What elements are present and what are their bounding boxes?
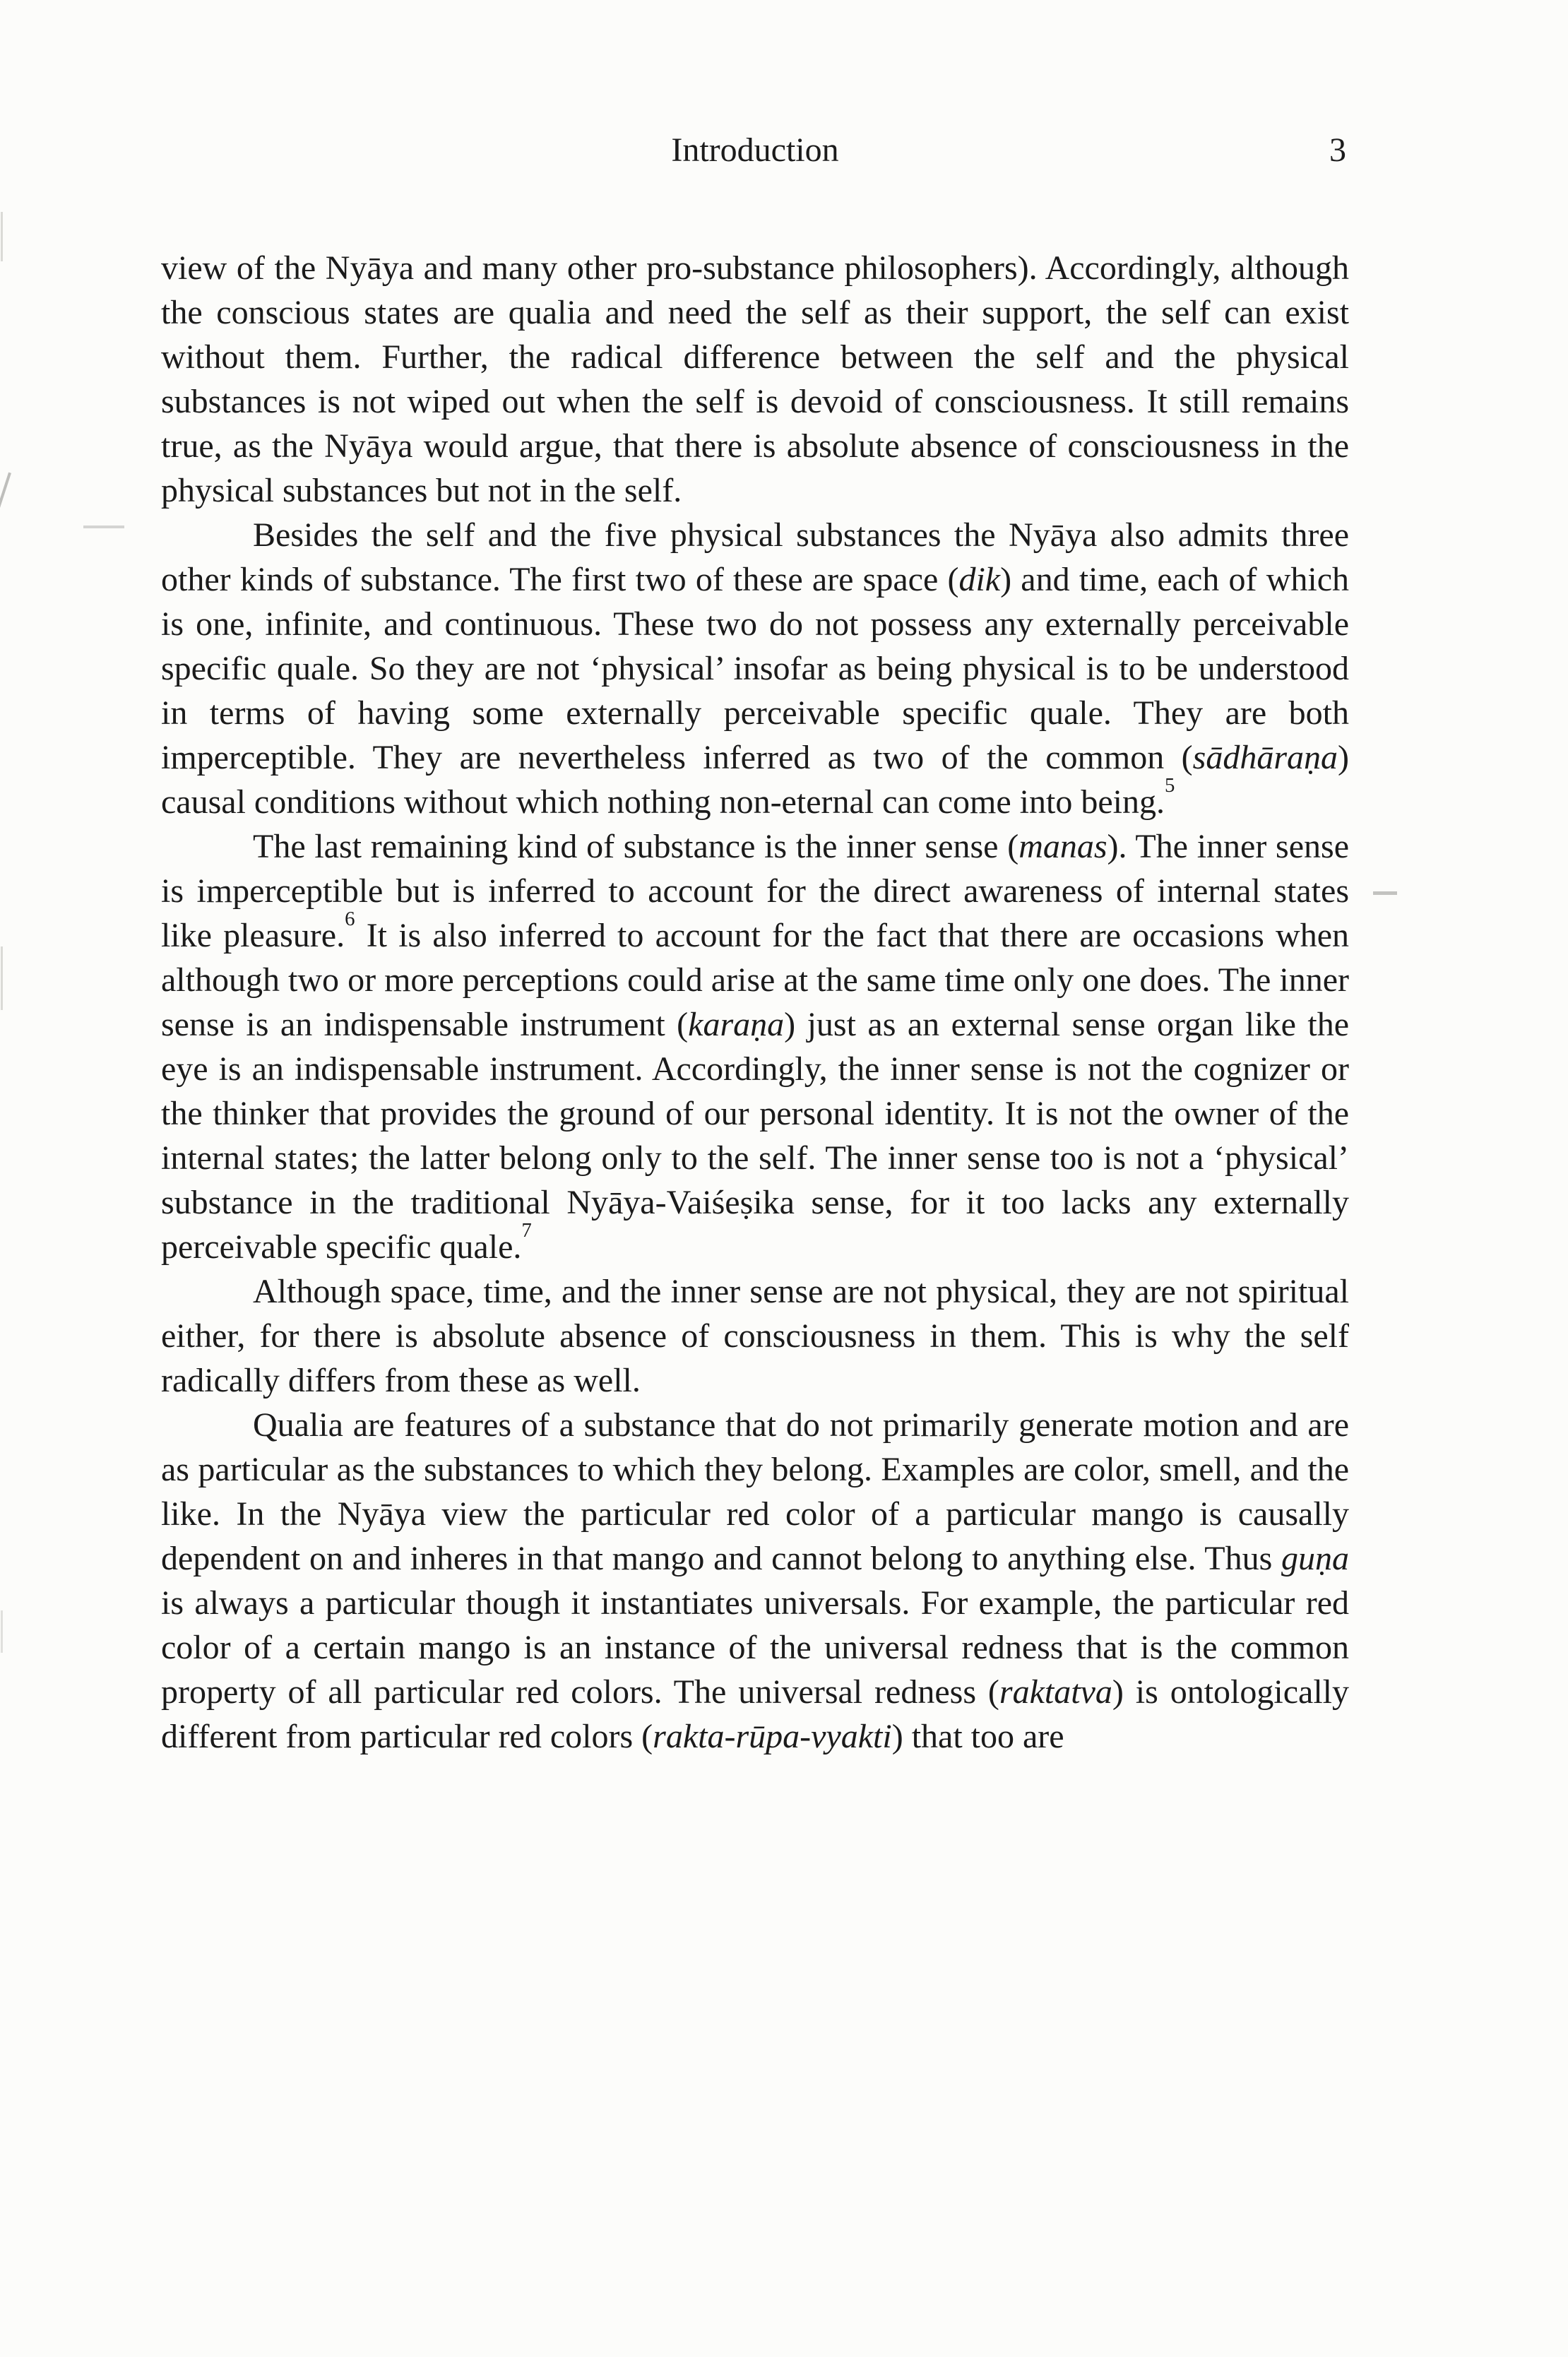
page-header xyxy=(161,131,1349,180)
text-run: It is also inferred to account for the fact that there are occasions when although two or more perceptions could arise at the same time only one does. The inner sense is an indispensable instrument ( xyxy=(161,917,1349,1043)
scan-artifact xyxy=(83,526,124,528)
footnote-reference: 5 xyxy=(1165,774,1175,797)
text-run: ). The inner sense is imperceptible but is inferred to account for the direct awareness of internal states like pleasure. xyxy=(161,828,1350,954)
italic-term: manas xyxy=(1018,828,1107,865)
footnote-reference: 6 xyxy=(345,908,355,931)
paragraph xyxy=(161,1269,1349,1403)
text-run: ) and time, each of which is one, infinite, and continuous. These two do not possess any externally perceivable specific quale. So they are not ‘physical’ insofar as being physical is to be understood in terms of having some externally perceivable specific quale. They are both imperceptible. They are nevertheless inferred as two of the common ( xyxy=(161,561,1349,776)
text-run: Besides the self and the five physical substances the Nyāya also admits three other kinds of substance. The first two of these are space ( xyxy=(161,516,1349,598)
text-run: ) is ontologically different from particular red colors ( xyxy=(161,1673,1349,1755)
text-run: view of the Nyāya and many other pro-substance philosophers). Accordingly, although the conscious states are qualia and need the self as their support, the self can exist without them. Further, the radical difference between the self and the physical substances is not wiped out when the self is devoid of consciousness. It still remains true, as the Nyāya would argue, that there is absolute absence of consciousness in the physical substances but not in the self. xyxy=(161,249,1349,509)
paragraph xyxy=(161,246,1349,513)
footnote-reference: 7 xyxy=(521,1219,532,1242)
running-title: Introduction xyxy=(671,131,839,169)
text-run: Although space, time, and the inner sense are not physical, they are not spiritual either, for there is absolute absence of consciousness in them. This is why the self radically differs from these as well. xyxy=(161,1273,1349,1399)
italic-term: raktatva xyxy=(999,1673,1112,1711)
scan-artifact xyxy=(0,473,11,509)
paragraph xyxy=(161,824,1349,1269)
italic-term: karaṇa xyxy=(688,1006,785,1043)
text-run: The last remaining kind of substance is the inner sense ( xyxy=(253,828,1019,865)
text-run: ) that too are xyxy=(891,1718,1064,1755)
scan-artifact xyxy=(1373,891,1397,895)
text-run: ) causal conditions without which nothing non-eternal can come into being. xyxy=(161,739,1349,821)
text-run: Qualia are features of a substance that do not primarily generate motion and are as particular as the substances to which they belong. Examples are color, smell, and the like. In the Nyāya view the particular red color of a particular mango is causally dependent on and inheres in that mango and cannot belong to anything else. Thus xyxy=(161,1406,1349,1577)
paragraph xyxy=(161,513,1349,824)
italic-term: rakta-rūpa-vyakti xyxy=(653,1718,892,1755)
italic-term: dik xyxy=(958,561,1001,598)
body-text xyxy=(161,246,1349,1759)
paragraph xyxy=(161,1403,1349,1759)
scan-artifact xyxy=(1,1610,3,1653)
scan-artifact xyxy=(1,212,3,261)
page-number: 3 xyxy=(1329,131,1346,169)
text-run: ) just as an external sense organ like the eye is an indispensable instrument. Accordingly, the inner sense is not the cognizer or the thinker that provides the ground of our personal identity. It is not the owner of the internal states; the latter belong only to the self. The inner sense too is not a ‘physical’ substance in the traditional Nyāya-Vaiśeṣika sense, for it too lacks any externally perceivable specific quale. xyxy=(161,1006,1349,1266)
scan-artifact xyxy=(1,946,3,1010)
italic-term: guṇa xyxy=(1281,1540,1349,1577)
italic-term: sādhāraṇa xyxy=(1192,739,1338,776)
text-run: is always a particular though it instantiates universals. For example, the particular red color of a certain mango is an instance of the universal redness that is the common property of all particular red colors. The universal redness ( xyxy=(161,1584,1349,1711)
